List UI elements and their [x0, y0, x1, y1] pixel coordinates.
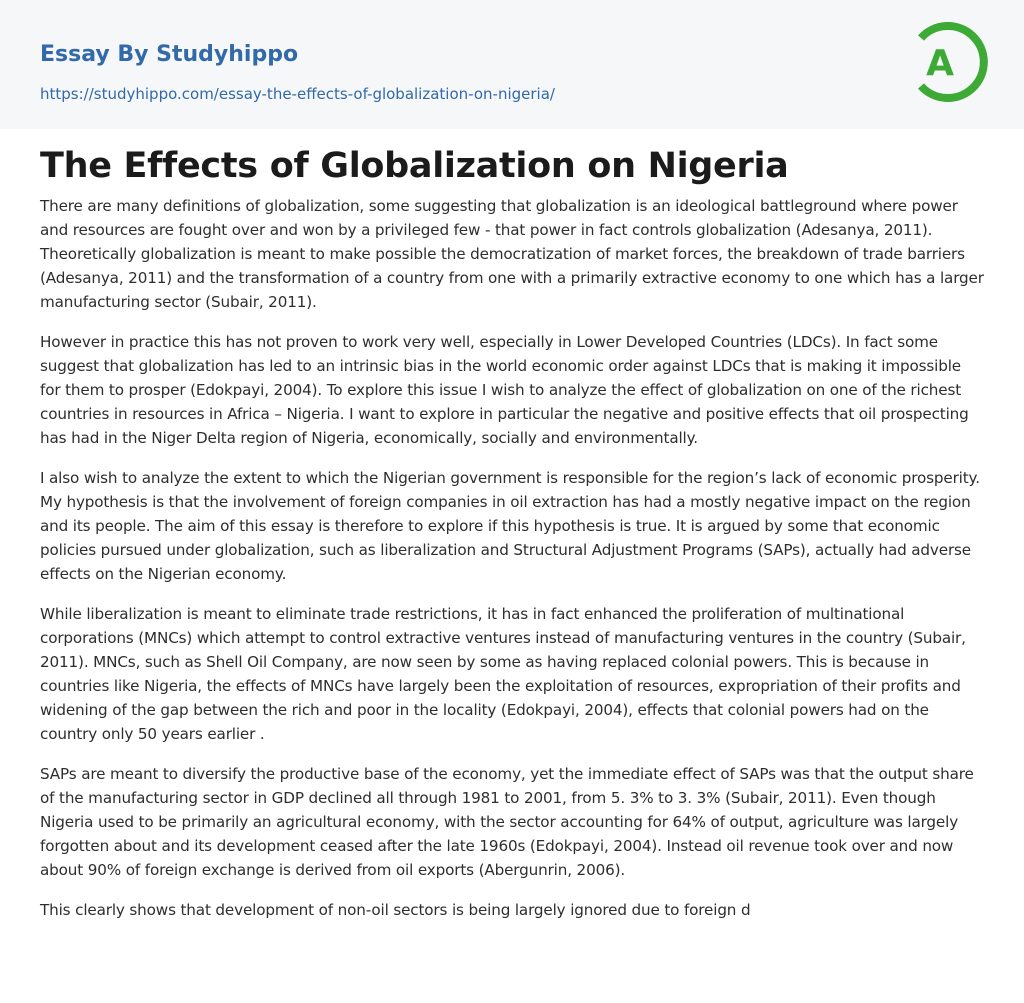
essay-paragraph: However in practice this has not proven to work very well, especially in Lower Developed Countries (LDCs). In fact some suggest that globalization has led to an intrinsic bias in the world economic order against LDCs that is making it impossible for them to prosper (Edokpayi, 2004). To explore this issue I wish to analyze the effect of globalization on one of the richest countries in resources in Africa – Nigeria. I want to explore in particular the negative and positive effects that oil prospecting has had in the Niger Delta region of Nigeria, economically, socially and environmentally.	[40, 333, 969, 447]
site-header	[0, 0, 1024, 129]
essay-paragraph: There are many definitions of globalization, some suggesting that globalization is an ideological battleground where power and resources are fought over and won by a privileged few - that power in fact controls globalization (Adesanya, 2011). Theoretically globalization is meant to make possible the democratization of market forces, the breakdown of trade barriers (Adesanya, 2011) and the transformation of a country from one with a primarily extractive economy to one which has a larger manufacturing sector (Subair, 2011).	[40, 197, 984, 311]
essay-paragraph: While liberalization is meant to eliminate trade restrictions, it has in fact enhanced the proliferation of multinational corporations (MNCs) which attempt to control extractive ventures instead of manufacturing ventures in the country (Subair, 2011). MNCs, such as Shell Oil Company, are now seen by some as having replaced colonial powers. This is because in countries like Nigeria, the effects of MNCs have largely been the exploitation of resources, expropriation of their profits and widening of the gap between the rich and poor in the locality (Edokpayi, 2004), effects that colonial powers had on the country only 50 years earlier .	[40, 605, 966, 743]
essay-paragraph: I also wish to analyze the extent to which the Nigerian government is responsible for the region’s lack of economic prosperity. My hypothesis is that the involvement of foreign companies in oil extraction has had a mostly negative impact on the region and its people. The aim of this essay is therefore to explore if this hypothesis is true. It is argued by some that economic policies pursued under globalization, such as liberalization and Structural Adjustment Programs (SAPs), actually had adverse effects on the Nigerian economy.	[40, 469, 980, 583]
studyhippo-logo-icon[interactable]	[912, 18, 988, 106]
essay-body	[40, 194, 986, 938]
essay-url-link[interactable]: https://studyhippo.com/essay-the-effects-of-globalization-on-nigeria/	[40, 85, 555, 103]
essay-title: The Effects of Globalization on Nigeria	[40, 146, 789, 186]
essay-paragraph: SAPs are meant to diversify the productive base of the economy, yet the immediate effect of SAPs was that the output share of the manufacturing sector in GDP declined all through 1981 to 2001, from 5. 3% to 3. 3% (Subair, 2011). Even though Nigeria used to be primarily an agricultural economy, with the sector accounting for 64% of output, agriculture was largely forgotten about and its development ceased after the late 1960s (Edokpayi, 2004). Instead oil revenue took over and now about 90% of foreign exchange is derived from oil exports (Abergunrin, 2006).	[40, 765, 974, 879]
site-brand-link[interactable]: Essay By Studyhippo	[40, 42, 299, 67]
logo-letter: A	[926, 43, 954, 84]
essay-paragraph: This clearly shows that development of non-oil sectors is being largely ignored due to foreign d	[40, 901, 751, 919]
